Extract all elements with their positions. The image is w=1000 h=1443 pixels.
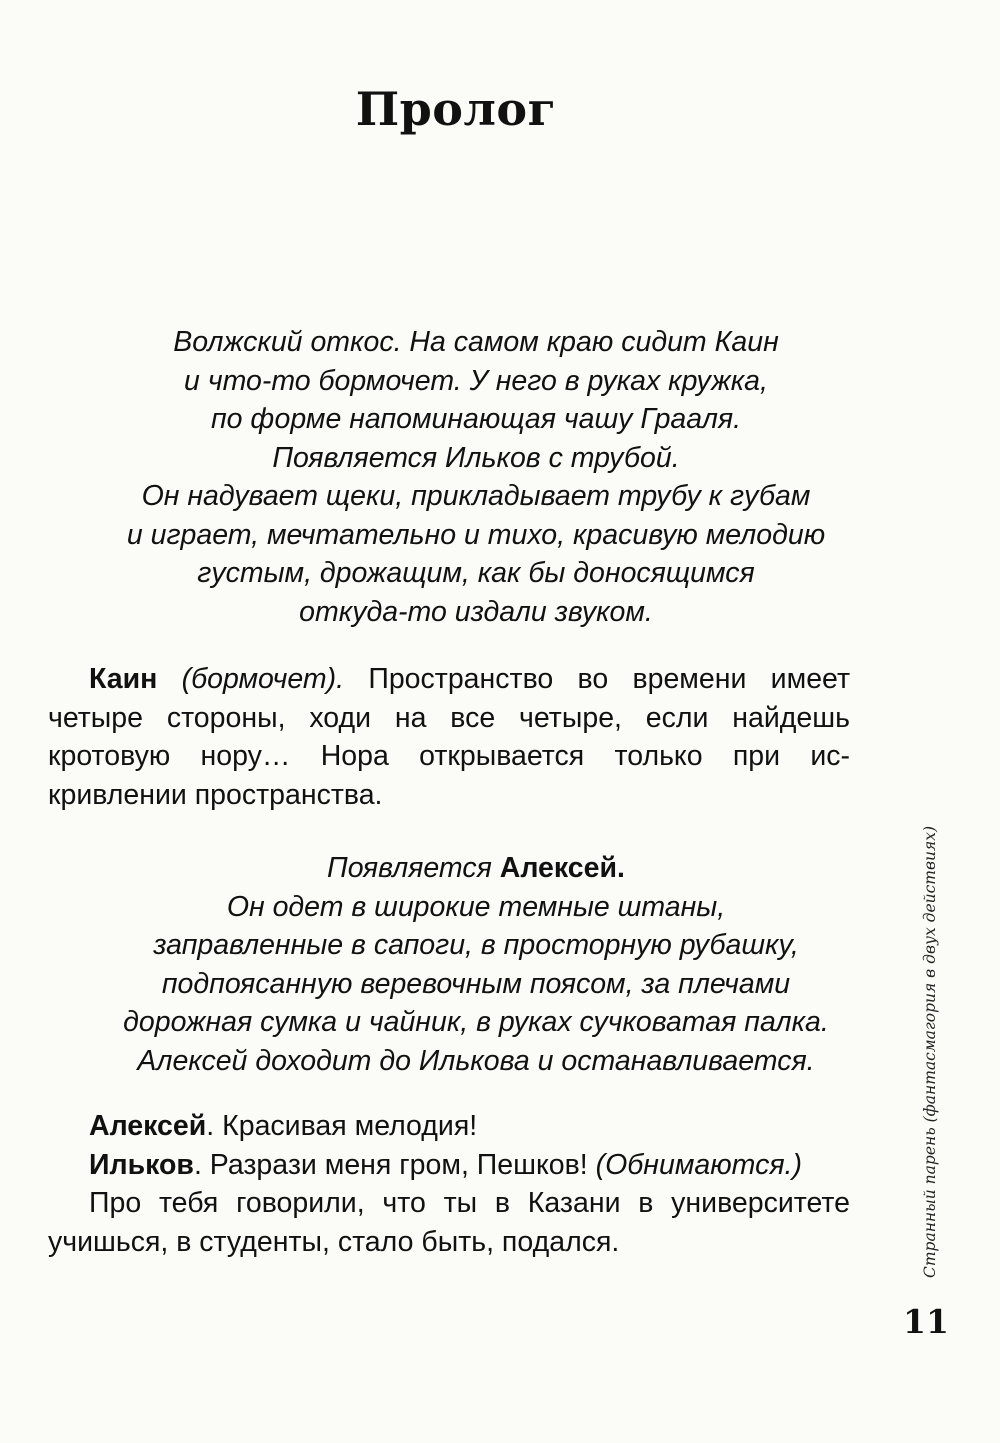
stage-line: заправленные в сапоги, в просторную рубашку, <box>153 929 799 961</box>
stage-line: Он одет в широкие темные штаны, <box>226 890 726 923</box>
stage-line: откуда-то издали звуком. <box>299 595 653 628</box>
stage-line: и играет, мечтательно и тихо, красивую мелодию <box>126 518 826 551</box>
stage-remark: (Обнимаются.) <box>595 1148 802 1181</box>
stage-line: Волжский откос. На самом краю сидит Каин <box>173 326 779 358</box>
page-number: 11 <box>903 1302 949 1341</box>
stage-line: Появляется Ильков с трубой. <box>272 441 680 474</box>
stage-line: и что-то бормочет. У него в руках кружка, <box>184 364 768 397</box>
dialogue-block <box>48 1107 850 1261</box>
speaker-name: Ильков <box>89 1148 194 1181</box>
stage-line: густым, дрожащим, как бы доносящимся <box>197 557 755 589</box>
speech-ilkov <box>48 1146 850 1185</box>
speech-line: кривлении пространства. <box>48 778 383 811</box>
speaker-name: Каин <box>89 663 158 695</box>
speech-text: Пространство во времени имеет <box>368 663 851 695</box>
stage-line: Алексей доходит до Илькова и останавливается. <box>137 1044 815 1077</box>
stage-line: подпоясанную веревочным поясом, за плечами <box>161 967 791 1000</box>
speech-text: . Красивая мелодия! <box>206 1110 478 1142</box>
stage-remark: (бормочет). <box>181 663 345 695</box>
character-name: Алексей. <box>499 852 625 884</box>
speech-line: учишься, в студенты, стало быть, подался. <box>48 1225 620 1258</box>
stage-direction-opening <box>40 323 912 631</box>
speech-line: четыре стороны, ходи на все четыре, если найдешь <box>48 701 850 734</box>
speech-line: кротовую нору… Нора открывается только при ис- <box>48 740 850 772</box>
speech-text: . Разрази меня гром, Пешков! <box>193 1148 588 1181</box>
page-title: Пролог <box>355 82 557 136</box>
speaker-name: Алексей <box>89 1110 207 1142</box>
stage-direction-aleksey <box>40 849 912 1080</box>
speech-kain <box>48 660 850 814</box>
stage-line: дорожная сумка и чайник, в руках сучковатая палка. <box>123 1006 829 1038</box>
stage-text: Появляется <box>327 852 492 884</box>
speech-aleksey <box>48 1107 850 1146</box>
stage-line <box>40 849 912 888</box>
stage-line: Он надувает щеки, прикладывает трубу к губам <box>141 480 811 512</box>
speech-line: Про тебя говорили, что ты в Казани в университете <box>89 1187 850 1219</box>
stage-line: по форме напоминающая чашу Грааля. <box>210 403 742 435</box>
running-title: Странный парень (фантасмагория в двух действиях) <box>921 825 939 1278</box>
speech-line <box>48 660 850 699</box>
